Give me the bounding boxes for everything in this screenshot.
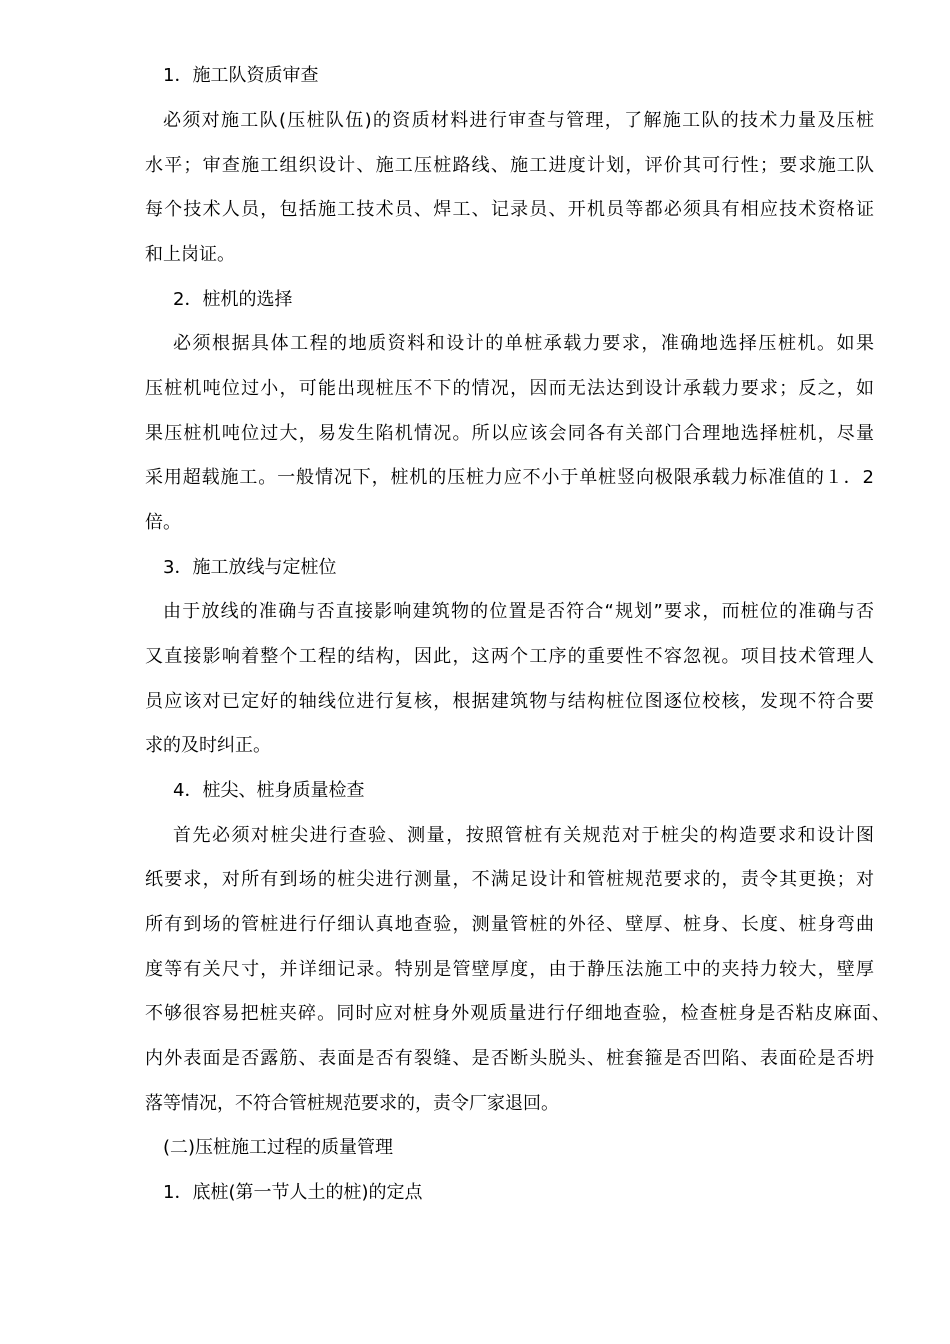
section-heading: 2．桩机的选择 [173,289,293,310]
paragraph-line: 求的及时纠正。 [145,735,271,756]
paragraph-line: 纸要求，对所有到场的桩尖进行测量，不满足设计和管桩规范要求的，责令其更换；对 [145,869,874,890]
section-heading: 4．桩尖、桩身质量检查 [173,780,365,801]
paragraph-line: 不够很容易把桩夹碎。同时应对桩身外观质量进行仔细地查验，检查桩身是否粘皮麻面、 [145,1003,890,1024]
paragraph-line: 又直接影响着整个工程的结构，因此，这两个工序的重要性不容忽视。项目技术管理人 [145,646,874,667]
section-heading: (二)压桩施工过程的质量管理 [163,1137,394,1158]
paragraph-line: 倍。 [145,512,181,533]
paragraph-line: 必须根据具体工程的地质资料和设计的单桩承载力要求，准确地选择压桩机。如果 [173,333,874,354]
paragraph-line: 员应该对已定好的轴线位进行复核，根据建筑物与结构桩位图逐位校核，发现不符合要 [145,691,874,712]
paragraph-line: 和上岗证。 [145,244,235,265]
paragraph-line: 果压桩机吨位过大，易发生陷机情况。所以应该会同各有关部门合理地选择桩机，尽量 [145,423,874,444]
paragraph-line: 采用超载施工。一般情况下，桩机的压桩力应不小于单桩竖向极限承载力标准值的１．2 [145,467,874,488]
paragraph-line: 落等情况，不符合管桩规范要求的，责令厂家退回。 [145,1093,559,1114]
section-heading: 3．施工放线与定桩位 [163,557,337,578]
paragraph-line: 度等有关尺寸，并详细记录。特别是管壁厚度，由于静压法施工中的夹持力较大，壁厚 [145,959,874,980]
section-heading: 1．底桩(第一节人土的桩)的定点 [163,1182,423,1203]
section-heading: 1．施工队资质审查 [163,65,319,86]
paragraph-line: 水平；审查施工组织设计、施工压桩路线、施工进度计划，评价其可行性；要求施工队 [145,155,874,176]
paragraph-line: 内外表面是否露筋、表面是否有裂缝、是否断头脱头、桩套箍是否凹陷、表面砼是否坍 [145,1048,874,1069]
paragraph-line: 所有到场的管桩进行仔细认真地查验，测量管桩的外径、壁厚、桩身、长度、桩身弯曲 [145,914,874,935]
paragraph-line: 首先必须对桩尖进行查验、测量，按照管桩有关规范对于桩尖的构造要求和设计图 [173,825,874,846]
paragraph-line: 由于放线的准确与否直接影响建筑物的位置是否符合“规划”要求，而桩位的准确与否 [163,601,874,622]
paragraph-line: 每个技术人员，包括施工技术员、焊工、记录员、开机员等都必须具有相应技术资格证 [145,199,874,220]
paragraph-line: 必须对施工队(压桩队伍)的资质材料进行审查与管理，了解施工队的技术力量及压桩 [163,110,874,131]
paragraph-line: 压桩机吨位过小，可能出现桩压不下的情况，因而无法达到设计承载力要求；反之，如 [145,378,874,399]
